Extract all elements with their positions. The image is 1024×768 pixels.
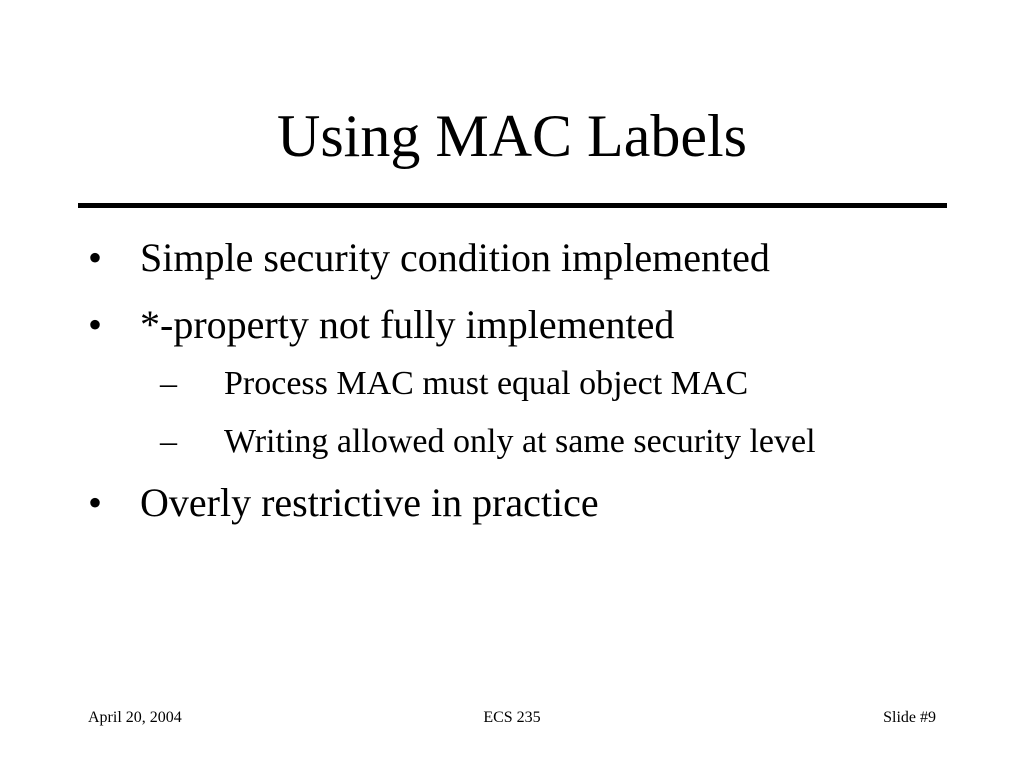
dash-marker: – — [160, 423, 177, 460]
footer-date: April 20, 2004 — [88, 709, 182, 726]
bullet-marker: • — [88, 480, 103, 525]
bullet-text: *-property not fully implemented — [140, 302, 675, 347]
sub-bullet-text: Process MAC must equal object MAC — [224, 365, 749, 402]
bullet-marker: • — [88, 235, 103, 280]
slide-title: Using MAC Labels — [277, 103, 747, 169]
bullet-marker: • — [88, 302, 103, 347]
sub-bullet-text: Writing allowed only at same security level — [224, 423, 816, 460]
footer-course: ECS 235 — [483, 709, 541, 726]
bullet-text: Overly restrictive in practice — [140, 480, 599, 525]
bullet-text: Simple security condition implemented — [140, 235, 770, 280]
dash-marker: – — [160, 365, 177, 402]
footer-slide-number: Slide #9 — [883, 709, 936, 726]
